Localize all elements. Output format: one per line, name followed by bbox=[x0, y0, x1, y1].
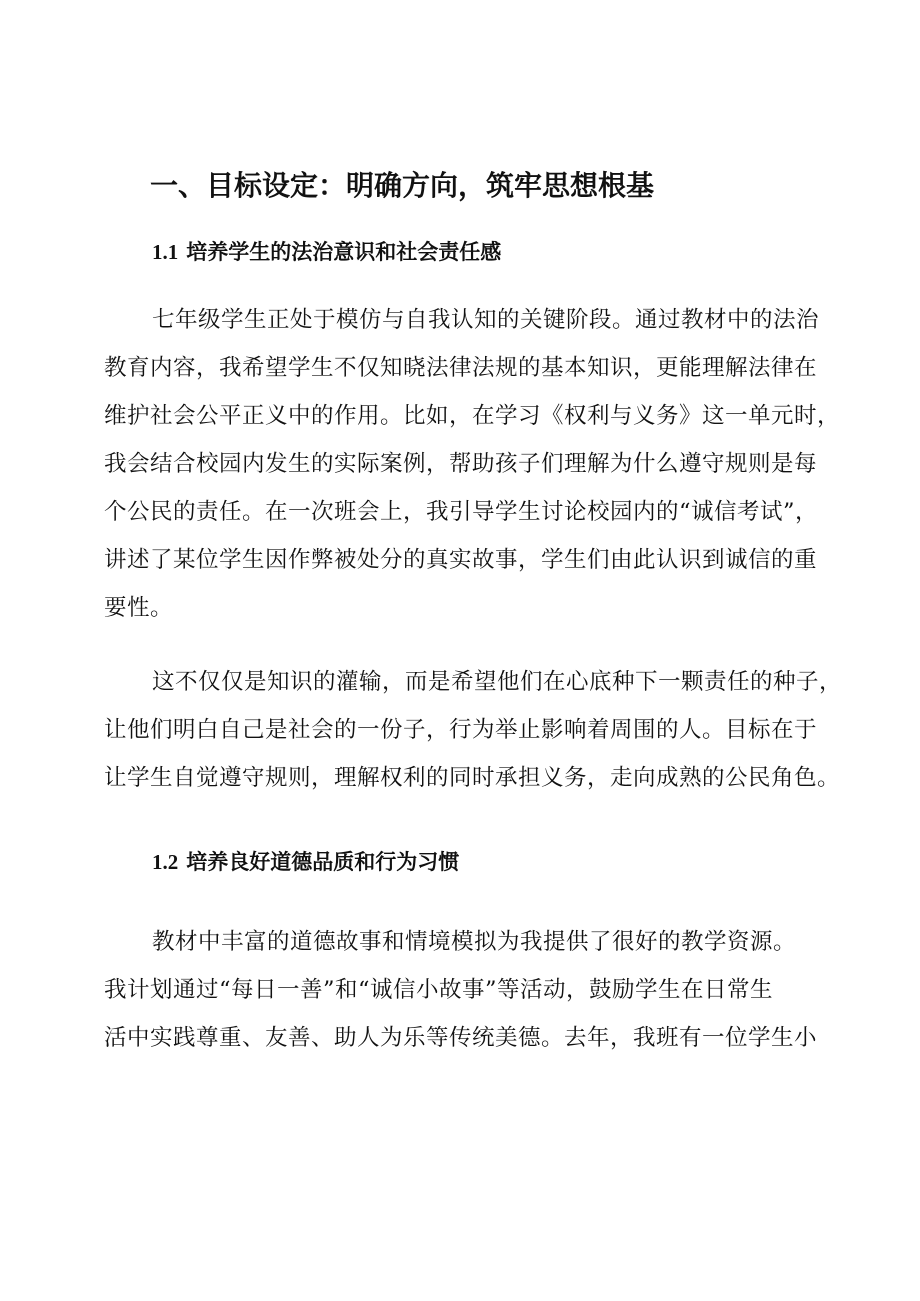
paragraph-line: 个公民的责任。在一次班会上，我引导学生讨论校园内的“诚信考试”， bbox=[104, 499, 819, 525]
paragraph-line: 活中实践尊重、友善、助人为乐等传统美德。去年，我班有一位学生小 bbox=[104, 1025, 818, 1051]
section-heading-1-1 bbox=[152, 236, 852, 268]
section-number: 1.1 bbox=[152, 240, 179, 264]
paragraph-1 bbox=[104, 296, 841, 632]
paragraph-line: 让他们明白自己是社会的一份子，行为举止影响着周围的人。目标在于 bbox=[104, 717, 818, 743]
paragraph-line: 讲述了某位学生因作弊被处分的真实故事，学生们由此认识到诚信的重 bbox=[104, 547, 818, 573]
paragraph-line: 让学生自觉遵守规则，理解权利的同时承担义务，走向成熟的公民角色。 bbox=[104, 765, 841, 791]
paragraph-line: 我计划通过“每日一善”和“诚信小故事”等活动，鼓励学生在日常生 bbox=[104, 977, 774, 1003]
paragraph-line: 教材中丰富的道德故事和情境模拟为我提供了很好的教学资源。 bbox=[152, 929, 797, 955]
paragraph-line: 我会结合校园内发生的实际案例，帮助孩子们理解为什么遵守规则是每 bbox=[104, 451, 818, 477]
section-title: 培养良好道德品质和行为习惯 bbox=[186, 850, 460, 874]
paragraph-2 bbox=[104, 658, 843, 802]
paragraph-line: 教育内容，我希望学生不仅知晓法律法规的基本知识，更能理解法律在 bbox=[104, 355, 818, 381]
paragraph-line: 维护社会公平正义中的作用。比如，在学习《权利与义务》这一单元时， bbox=[104, 403, 841, 429]
section-heading-1-2 bbox=[152, 846, 852, 878]
paragraph-line: 这不仅仅是知识的灌输，而是希望他们在心底种下一颗责任的种子， bbox=[152, 669, 843, 695]
paragraph-line: 要性。 bbox=[104, 595, 174, 621]
section-title: 培养学生的法治意识和社会责任感 bbox=[186, 240, 502, 264]
paragraph-3 bbox=[104, 918, 829, 1062]
section-number: 1.2 bbox=[152, 850, 179, 874]
main-heading: 一、目标设定：明确方向，筑牢思想根基 bbox=[150, 169, 655, 202]
paragraph-line: 七年级学生正处于模仿与自我认知的关键阶段。通过教材中的法治 bbox=[152, 307, 820, 333]
